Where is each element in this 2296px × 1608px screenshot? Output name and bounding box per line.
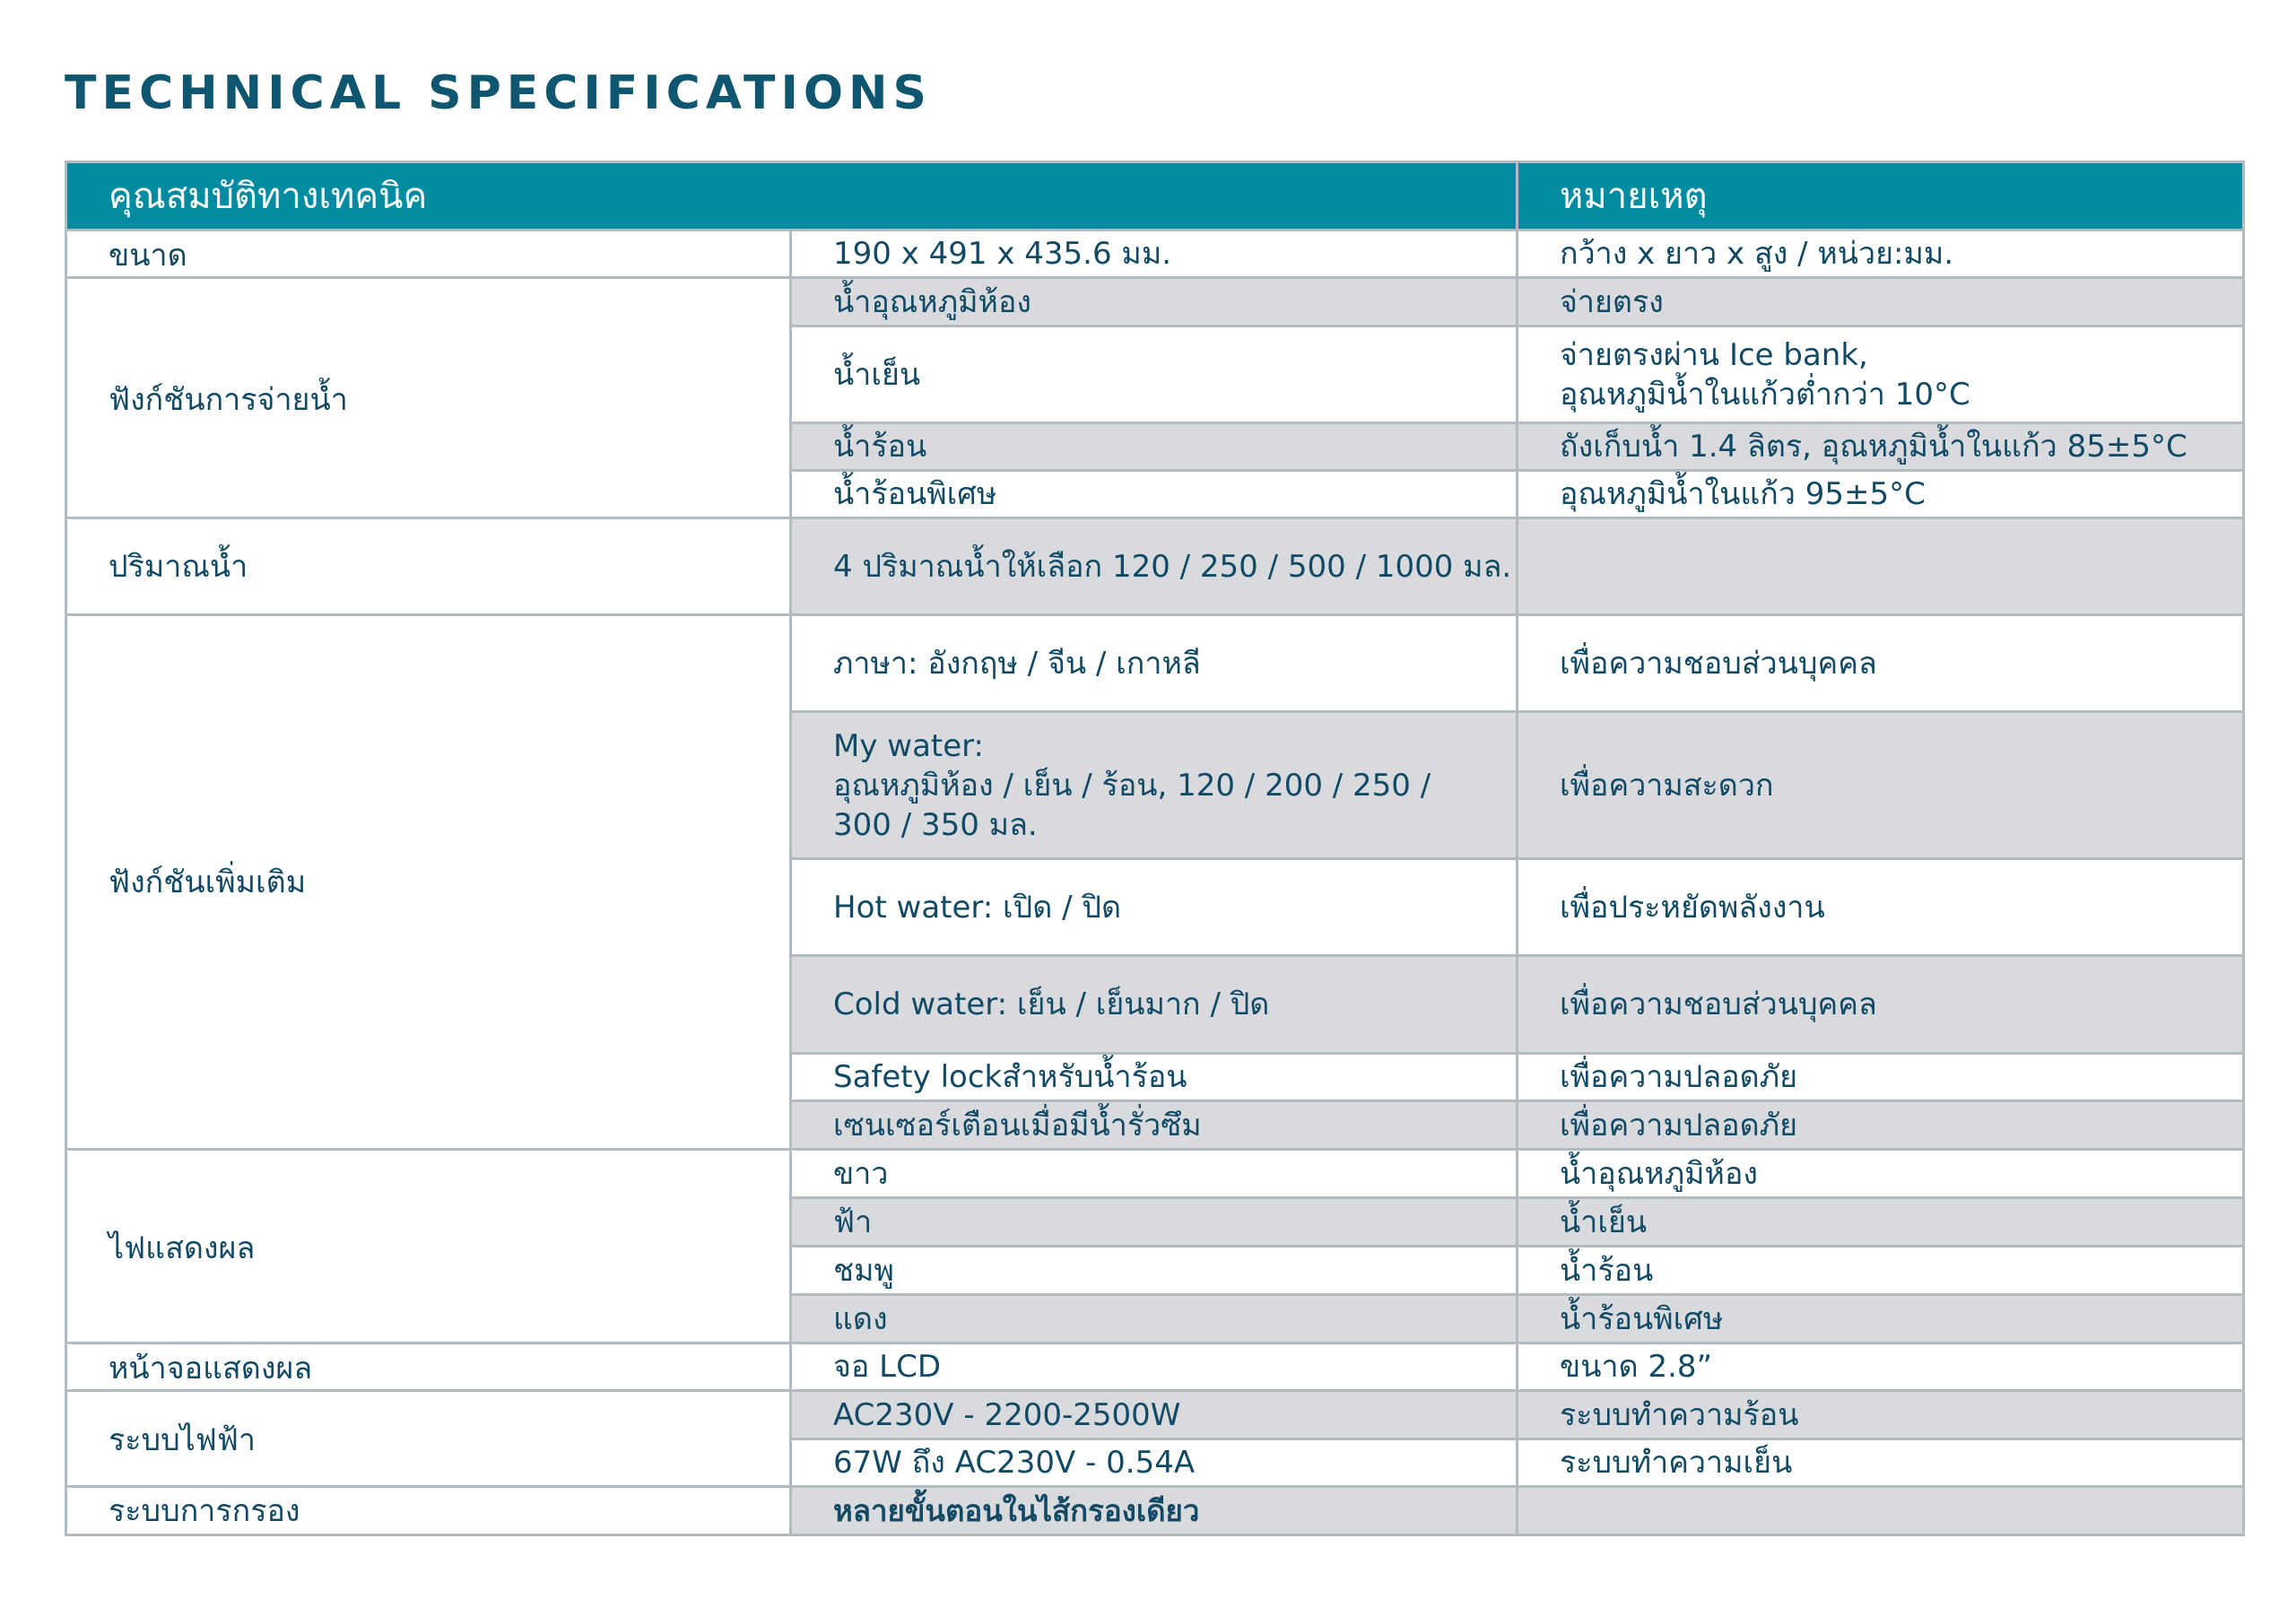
- row-value: Safety lockสำหรับน้ำร้อน: [791, 1054, 1518, 1101]
- table-row: [66, 1150, 2244, 1198]
- row-note: เพื่อความปลอดภัย: [1518, 1054, 2244, 1101]
- row-value: ชมพู: [791, 1247, 1518, 1295]
- table-row: [66, 1391, 2244, 1439]
- row-label: ฟังก์ชันการจ่ายน้ำ: [66, 278, 791, 518]
- row-note: ขนาด 2.8”: [1518, 1343, 2244, 1391]
- row-note: เพื่อความชอบส่วนบุคคล: [1518, 615, 2244, 712]
- table-row: [66, 615, 2244, 712]
- row-value: น้ำร้อนพิเศษ: [791, 471, 1518, 518]
- row-note: เพื่อความสะดวก: [1518, 712, 2244, 859]
- row-label: ระบบไฟฟ้า: [66, 1391, 791, 1487]
- row-value: 4 ปริมาณน้ำให้เลือก 120 / 250 / 500 / 1000 มล.: [791, 518, 1518, 615]
- table-row: [66, 1487, 2244, 1535]
- value-line: 300 / 350 มล.: [833, 806, 1038, 843]
- value-line: อุณหภูมิห้อง / เย็น / ร้อน, 120 / 200 / 250 /: [833, 767, 1431, 804]
- row-label: หน้าจอแสดงผล: [66, 1343, 791, 1391]
- table-row: [66, 518, 2244, 615]
- spec-table: [65, 161, 2245, 1536]
- row-note: [1518, 1487, 2244, 1535]
- table-row: [66, 278, 2244, 326]
- row-value: น้ำเย็น: [791, 326, 1518, 423]
- header-spec: คุณสมบัติทางเทคนิค: [66, 162, 1518, 230]
- row-value: น้ำอุณหภูมิห้อง: [791, 278, 1518, 326]
- row-note: ถังเก็บน้ำ 1.4 ลิตร, อุณหภูมิน้ำในแก้ว 85±5°C: [1518, 423, 2244, 471]
- row-note: เพื่อความชอบส่วนบุคคล: [1518, 956, 2244, 1054]
- row-note: อุณหภูมิน้ำในแก้ว 95±5°C: [1518, 471, 2244, 518]
- row-label: ฟังก์ชันเพิ่มเติม: [66, 615, 791, 1150]
- row-value: ภาษา: อังกฤษ / จีน / เกาหลี: [791, 615, 1518, 712]
- row-note: จ่ายตรง: [1518, 278, 2244, 326]
- row-note: [1518, 326, 2244, 423]
- row-label: ไฟแสดงผล: [66, 1150, 791, 1343]
- row-value: แดง: [791, 1295, 1518, 1343]
- header-note: หมายเหตุ: [1518, 162, 2244, 230]
- row-value: Cold water: เย็น / เย็นมาก / ปิด: [791, 956, 1518, 1054]
- row-value: [791, 712, 1518, 859]
- row-value: 190 x 491 x 435.6 มม.: [791, 230, 1518, 278]
- value-line: My water:: [833, 727, 984, 764]
- row-label: ขนาด: [66, 230, 791, 278]
- row-value: 67W ถึง AC230V - 0.54A: [791, 1439, 1518, 1487]
- table-row: [66, 1343, 2244, 1391]
- note-line: จ่ายตรงผ่าน Ice bank,: [1560, 336, 1868, 373]
- row-value: ฟ้า: [791, 1198, 1518, 1247]
- row-label: ระบบการกรอง: [66, 1487, 791, 1535]
- row-note: [1518, 518, 2244, 615]
- row-value: น้ำร้อน: [791, 423, 1518, 471]
- note-line: อุณหภูมิน้ำในแก้วต่ำกว่า 10°C: [1560, 376, 1970, 413]
- table-row: [66, 230, 2244, 278]
- row-note: เพื่อประหยัดพลังงาน: [1518, 859, 2244, 956]
- row-note: น้ำร้อนพิเศษ: [1518, 1295, 2244, 1343]
- row-note: น้ำอุณหภูมิห้อง: [1518, 1150, 2244, 1198]
- row-value: Hot water: เปิด / ปิด: [791, 859, 1518, 956]
- row-value: จอ LCD: [791, 1343, 1518, 1391]
- row-value: หลายขั้นตอนในไส้กรองเดียว: [791, 1487, 1518, 1535]
- row-value: ขาว: [791, 1150, 1518, 1198]
- row-value: AC230V - 2200-2500W: [791, 1391, 1518, 1439]
- page-title: TECHNICAL SPECIFICATIONS: [65, 66, 933, 120]
- row-note: เพื่อความปลอดภัย: [1518, 1101, 2244, 1150]
- row-note: น้ำร้อน: [1518, 1247, 2244, 1295]
- row-note: ระบบทำความเย็น: [1518, 1439, 2244, 1487]
- table-header: [66, 162, 2244, 230]
- row-note: กว้าง x ยาว x สูง / หน่วย:มม.: [1518, 230, 2244, 278]
- row-label: ปริมาณน้ำ: [66, 518, 791, 615]
- row-value: เซนเซอร์เตือนเมื่อมีน้ำรั่วซึม: [791, 1101, 1518, 1150]
- row-note: น้ำเย็น: [1518, 1198, 2244, 1247]
- row-note: ระบบทำความร้อน: [1518, 1391, 2244, 1439]
